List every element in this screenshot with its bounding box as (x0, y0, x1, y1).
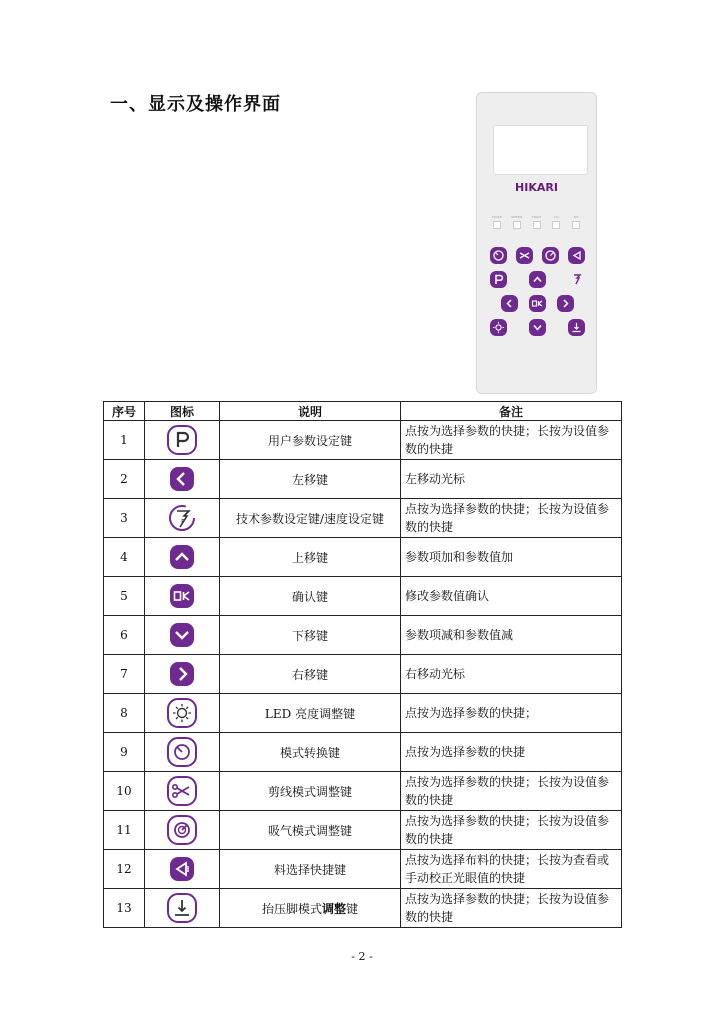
material-select-icon (166, 853, 198, 885)
table-row (104, 811, 622, 850)
key-description: 剪线模式调整键 (220, 772, 401, 811)
presser-foot-icon (166, 892, 198, 924)
ok-icon (166, 580, 198, 612)
down-key[interactable] (529, 319, 546, 336)
table-row (104, 694, 622, 733)
row-number: 5 (104, 577, 145, 616)
key-note: 左移动光标 (401, 460, 622, 499)
led-brightness-key[interactable] (490, 319, 507, 336)
mode-switch-key[interactable] (490, 247, 507, 264)
table-header-row (104, 402, 622, 421)
column-header: 备注 (401, 402, 622, 421)
key-description: 确认键 (220, 577, 401, 616)
table-row (104, 460, 622, 499)
table-row (104, 850, 622, 889)
suction-key[interactable] (542, 247, 559, 264)
brand-logo: HIKARI (515, 181, 558, 194)
key-note: 点按为选择参数的快捷；长按为设值参数的快捷 (401, 889, 622, 928)
chevron-down-icon (166, 619, 198, 651)
indicator-light: SPEED (509, 215, 525, 229)
chevron-left-icon (166, 463, 198, 495)
key-note: 点按为选择参数的快捷；长按为设值参数的快捷 (401, 811, 622, 850)
chevron-up-icon (166, 541, 198, 573)
row-number: 6 (104, 616, 145, 655)
table-row (104, 655, 622, 694)
row-number: 7 (104, 655, 145, 694)
column-header: 图标 (145, 402, 220, 421)
indicator-light: NE (568, 215, 584, 229)
key-description: 用户参数设定键 (220, 421, 401, 460)
row-number: 3 (104, 499, 145, 538)
key-description: 模式转换键 (220, 733, 401, 772)
row-number: 8 (104, 694, 145, 733)
key-description-table (103, 401, 622, 928)
page-heading: 一、显示及操作界面 (110, 94, 281, 115)
row-number: 4 (104, 538, 145, 577)
key-note: 点按为选择参数的快捷；长按为设值参数的快捷 (401, 421, 622, 460)
table-row (104, 889, 622, 928)
tech-param-key[interactable] (568, 271, 585, 288)
table-row (104, 421, 622, 460)
key-note: 点按为选择参数的快捷；长按为设值参数的快捷 (401, 772, 622, 811)
right-key[interactable] (557, 295, 574, 312)
table-row (104, 538, 622, 577)
scissors-icon (166, 775, 198, 807)
p-user-param-icon (166, 424, 198, 456)
scissors-key[interactable] (516, 247, 533, 264)
row-number: 1 (104, 421, 145, 460)
indicator-light: HIGH (529, 215, 545, 229)
column-header: 说明 (220, 402, 401, 421)
page-number: - 2 - (351, 950, 373, 963)
user-param-key[interactable] (490, 271, 507, 288)
suction-icon (166, 814, 198, 846)
table-row (104, 772, 622, 811)
material-select-key[interactable] (568, 247, 585, 264)
key-note: 点按为选择参数的快捷；长按为设值参数的快捷 (401, 499, 622, 538)
indicator-light: VOICE (489, 215, 505, 229)
row-number: 13 (104, 889, 145, 928)
table-row (104, 733, 622, 772)
row-number: 12 (104, 850, 145, 889)
chevron-right-icon (166, 658, 198, 690)
ok-key[interactable] (529, 295, 546, 312)
key-note: 点按为选择布料的快捷；长按为查看或手动校正光眼值的快捷 (401, 850, 622, 889)
column-header: 序号 (104, 402, 145, 421)
table-row (104, 616, 622, 655)
table-row (104, 577, 622, 616)
key-note: 点按为选择参数的快捷 (401, 733, 622, 772)
bold-text: 调整 (321, 901, 346, 916)
row-number: 11 (104, 811, 145, 850)
mode-switch-icon (166, 736, 198, 768)
key-description: 上移键 (220, 538, 401, 577)
indicator-row (489, 215, 584, 229)
row-number: 9 (104, 733, 145, 772)
left-key[interactable] (501, 295, 518, 312)
key-note: 参数项加和参数值加 (401, 538, 622, 577)
key-note: 点按为选择参数的快捷； (401, 694, 622, 733)
key-note: 参数项减和参数值减 (401, 616, 622, 655)
led-brightness-icon (166, 697, 198, 729)
indicator-light: LO (548, 215, 564, 229)
key-description: 下移键 (220, 616, 401, 655)
row-number: 10 (104, 772, 145, 811)
key-description: LED 亮度调整键 (220, 694, 401, 733)
row-number: 2 (104, 460, 145, 499)
key-description: 料选择快捷键 (220, 850, 401, 889)
svg-text:F: F (181, 518, 186, 526)
presser-foot-key[interactable] (568, 319, 585, 336)
table-row (104, 499, 622, 538)
key-description: 吸气模式调整键 (220, 811, 401, 850)
key-description: 右移键 (220, 655, 401, 694)
f-tech-param-icon (166, 502, 198, 534)
key-note: 修改参数值确认 (401, 577, 622, 616)
control-panel-image (476, 92, 597, 394)
up-key[interactable] (529, 271, 546, 288)
key-description: 技术参数设定键/速度设定键 (220, 499, 401, 538)
key-note: 右移动光标 (401, 655, 622, 694)
display-screen (493, 125, 588, 175)
key-description: 左移键 (220, 460, 401, 499)
key-description: 抬压脚模式调整键 (220, 889, 401, 928)
